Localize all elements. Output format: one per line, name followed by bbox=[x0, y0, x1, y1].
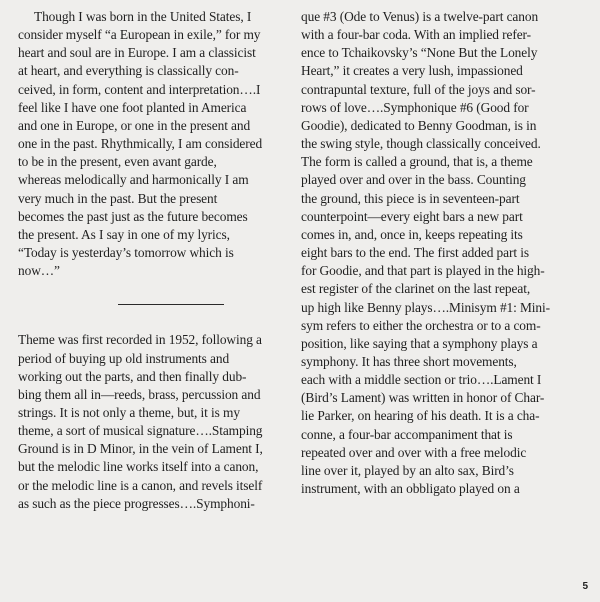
text-line: position, like saying that a symphony plays a bbox=[301, 335, 538, 351]
text-line: lie Parker, on hearing of his death. It is a cha- bbox=[301, 408, 540, 424]
page-number: 5 bbox=[582, 581, 588, 592]
text-line: conne, a four-bar accompaniment that is bbox=[301, 426, 513, 442]
text-line: with a four-bar coda. With an implied refer- bbox=[301, 27, 532, 43]
text-line: instrument, with an obbligato played on a bbox=[301, 481, 520, 497]
text-line: feel like I have one foot planted in America bbox=[18, 99, 247, 115]
section-divider bbox=[118, 304, 224, 305]
text-line: est register of the clarinet on the last repeat, bbox=[301, 281, 531, 297]
text-line: consider myself “a European in exile,” for my bbox=[18, 27, 261, 43]
text-line: Goodie), dedicated to Benny Goodman, is in bbox=[301, 117, 537, 133]
text-line: up high like Benny plays….Minisym #1: Mini- bbox=[301, 299, 551, 315]
text-line: as such as the piece progresses….Symphoni- bbox=[18, 495, 255, 511]
text-line: or the melodic line is a canon, and revels itself bbox=[18, 477, 263, 493]
text-line: Though I was born in the United States, I bbox=[34, 9, 252, 24]
text-line: the ground, this piece is in seventeen-part bbox=[301, 190, 520, 206]
text-line: que #3 (Ode to Venus) is a twelve-part canon bbox=[301, 9, 539, 24]
paragraph-theme bbox=[18, 331, 292, 513]
text-line: “Today is yesterday’s tomorrow which is bbox=[18, 245, 234, 261]
text-line: played over and over in the bass. Counting bbox=[301, 172, 526, 188]
text-line: the present. As I say in one of my lyrics, bbox=[18, 226, 230, 242]
text-line: repeated over and over with a free melodic bbox=[301, 444, 527, 460]
text-line: Ground is in D Minor, in the vein of Lament I, bbox=[18, 441, 263, 457]
text-line: counterpoint—every eight bars a new part bbox=[301, 208, 523, 224]
text-line: very much in the past. But the present bbox=[18, 190, 218, 206]
text-line: at heart, and everything is classically con- bbox=[18, 63, 239, 79]
text-line: comes in, and, once in, keeps repeating its bbox=[301, 226, 523, 242]
text-line: period of buying up old instruments and bbox=[18, 350, 230, 366]
text-line: whereas melodically and harmonically I am bbox=[18, 172, 249, 188]
text-line: and one in Europe, or one in the present and bbox=[18, 117, 251, 133]
text-line: bing them all in—reeds, brass, percussion and bbox=[18, 386, 261, 402]
text-line: each with a middle section or trio….Lament I bbox=[301, 372, 542, 388]
text-line: one in the past. Rhythmically, I am considered bbox=[18, 136, 263, 152]
text-line: now…” bbox=[18, 263, 60, 279]
text-line: ence to Tchaikovsky’s “None But the Lonely bbox=[301, 45, 538, 61]
text-line: contrapuntal texture, full of the joys and sor- bbox=[301, 81, 536, 97]
text-line: but the melodic line works itself into a canon, bbox=[18, 459, 259, 475]
right-column bbox=[301, 0, 573, 498]
text-line: sym refers to either the orchestra or to a com- bbox=[301, 317, 541, 333]
text-line: strings. It is not only a theme, but, it is my bbox=[18, 404, 240, 420]
text-line: Heart,” it creates a very lush, impassioned bbox=[301, 63, 523, 79]
text-line: ceived, in form, content and interpretation….I bbox=[18, 81, 261, 97]
text-line: Theme was first recorded in 1952, following a bbox=[18, 332, 262, 348]
text-line: for Goodie, and that part is played in the high- bbox=[301, 263, 545, 279]
text-line: the swing style, though classically conceived. bbox=[301, 136, 541, 152]
text-line: eight bars to the end. The first added part is bbox=[301, 245, 529, 261]
text-line: becomes the past just as the future becomes bbox=[18, 208, 248, 224]
text-line: symphony. It has three short movements, bbox=[301, 353, 517, 369]
text-line: The form is called a ground, that is, a theme bbox=[301, 154, 533, 170]
text-line: line over it, played by an alto sax, Bird’s bbox=[301, 462, 514, 478]
text-line: theme, a sort of musical signature….Stamping bbox=[18, 423, 263, 439]
text-line: to be in the present, even avant garde, bbox=[18, 154, 217, 170]
paragraph-symphonique bbox=[301, 8, 573, 498]
text-line: (Bird’s Lament) was written in honor of Char- bbox=[301, 390, 545, 406]
text-line: heart and soul are in Europe. I am a classicist bbox=[18, 45, 256, 61]
text-line: working out the parts, and then finally dub- bbox=[18, 368, 247, 384]
text-line: rows of love….Symphonique #6 (Good for bbox=[301, 99, 529, 115]
paragraph-born-in-us bbox=[18, 8, 292, 280]
left-column bbox=[18, 0, 292, 513]
